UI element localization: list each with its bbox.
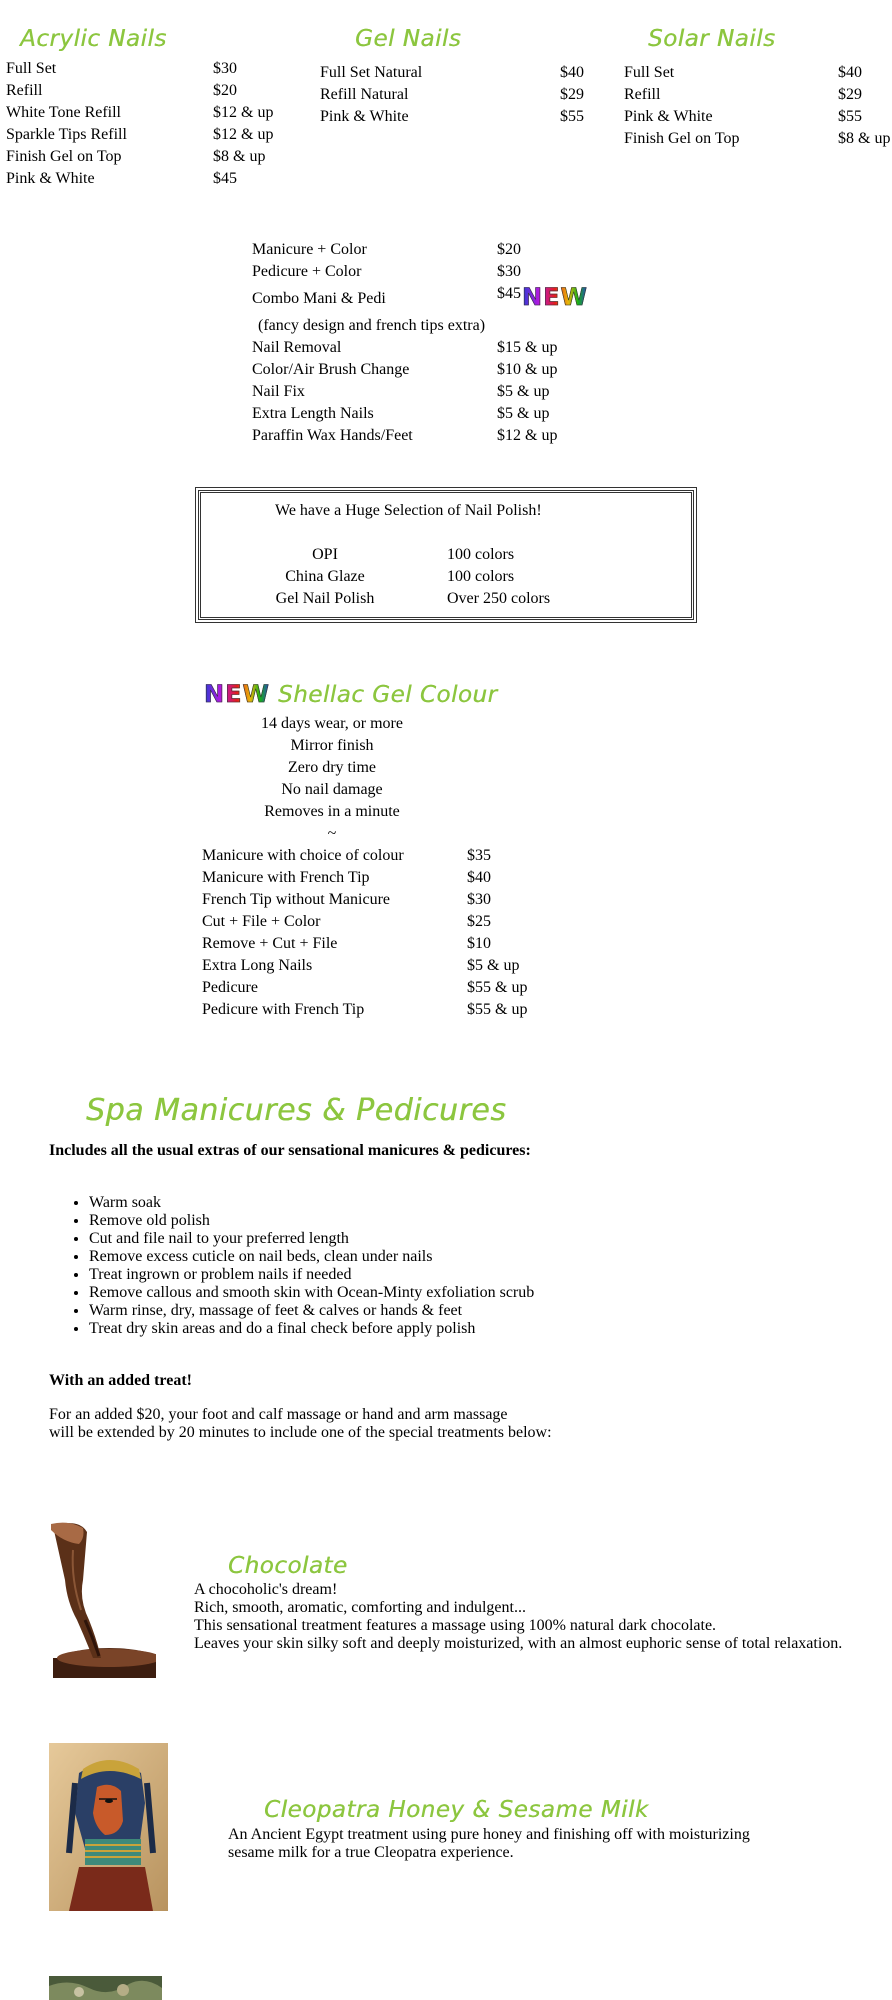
chocolate-line: Rich, smooth, aromatic, comforting and indulgent...: [194, 1599, 526, 1616]
chocolate-title: Chocolate: [228, 1553, 348, 1579]
acrylic-item-price: $12 & up: [213, 126, 274, 143]
treat-heading: With an added treat!: [49, 1372, 192, 1389]
acrylic-item-name: Refill: [6, 82, 43, 99]
polish-brand: China Glaze: [285, 568, 365, 585]
service-name: Nail Removal: [252, 339, 342, 356]
chocolate-line: A chocoholic's dream!: [194, 1581, 338, 1598]
new-badge: NEW: [204, 680, 270, 708]
acrylic-item-name: Finish Gel on Top: [6, 148, 122, 165]
service-name: Paraffin Wax Hands/Feet: [252, 427, 413, 444]
shellac-feature: Removes in a minute: [264, 803, 400, 820]
solar-item-name: Pink & White: [624, 108, 713, 125]
shellac-feature: No nail damage: [281, 781, 383, 798]
service-name: Manicure + Color: [252, 241, 367, 258]
polish-box: [198, 490, 694, 620]
shellac-item-price: $55 & up: [467, 979, 528, 996]
solar-item-price: $29: [838, 86, 862, 103]
shellac-feature: ~: [327, 825, 337, 842]
shellac-item-price: $30: [467, 891, 491, 908]
solar-item-price: $40: [838, 64, 862, 81]
chocolate-line: This sensational treatment features a massage using 100% natural dark chocolate.: [194, 1617, 717, 1634]
cleopatra-line: sesame milk for a true Cleopatra experience.: [228, 1844, 514, 1861]
spa-intro: Includes all the usual extras of our sensational manicures & pedicures:: [49, 1142, 531, 1159]
shellac-feature: Zero dry time: [288, 759, 376, 776]
shellac-item-price: $55 & up: [467, 1001, 528, 1018]
list-item: • Remove old polish: [89, 1212, 849, 1230]
shellac-item-name: Pedicure with French Tip: [202, 1001, 365, 1018]
acrylic-item-price: $8 & up: [213, 148, 266, 165]
shellac-feature: Mirror finish: [290, 737, 374, 754]
shellac-item-name: Manicure with French Tip: [202, 869, 370, 886]
acrylic-title: Acrylic Nails: [20, 26, 167, 52]
shellac-item-price: $25: [467, 913, 491, 930]
service-price: $5 & up: [497, 383, 550, 400]
treat-line: For an added $20, your foot and calf massage or hand and arm massage: [49, 1406, 508, 1423]
new-badge: NEW: [522, 283, 588, 311]
shellac-item-name: Cut + File + Color: [202, 913, 321, 930]
gel-item-price: $40: [560, 64, 584, 81]
chocolate-spoon-image: [49, 1520, 156, 1678]
service-price: $45: [497, 285, 521, 302]
service-price: $10 & up: [497, 361, 558, 378]
service-name: Nail Fix: [252, 383, 305, 400]
acrylic-item-name: Sparkle Tips Refill: [6, 126, 127, 143]
combo-note: (fancy design and french tips extra): [258, 317, 486, 334]
acrylic-item-price: $30: [213, 60, 237, 77]
chocolate-line: Leaves your skin silky soft and deeply moisturized, with an almost euphoric sense of total relaxation.: [194, 1635, 843, 1652]
solar-title: Solar Nails: [648, 26, 776, 52]
service-name: Combo Mani & Pedi: [252, 290, 386, 307]
list-item: • Warm soak: [89, 1194, 849, 1212]
gel-item-name: Full Set Natural: [320, 64, 423, 81]
polish-count: 100 colors: [447, 546, 515, 563]
polish-heading: We have a Huge Selection of Nail Polish!: [275, 502, 542, 519]
solar-item-name: Finish Gel on Top: [624, 130, 740, 147]
list-item: • Remove callous and smooth skin with Ocean-Minty exfoliation scrub: [89, 1284, 849, 1302]
shellac-item-price: $40: [467, 869, 491, 886]
treatment-image: [49, 1976, 162, 2000]
cleopatra-line: An Ancient Egypt treatment using pure honey and finishing off with moisturizing: [228, 1826, 750, 1843]
service-price: $12 & up: [497, 427, 558, 444]
treat-line: will be extended by 20 minutes to include one of the special treatments below:: [49, 1424, 552, 1441]
spa-title: Spa Manicures & Pedicures: [86, 1093, 507, 1128]
shellac-item-name: Pedicure: [202, 979, 258, 996]
shellac-item-price: $10: [467, 935, 491, 952]
solar-item-price: $8 & up: [838, 130, 891, 147]
shellac-item-name: Manicure with choice of colour: [202, 847, 404, 864]
shellac-item-name: Extra Long Nails: [202, 957, 313, 974]
polish-brand: OPI: [312, 546, 338, 563]
list-item: • Cut and file nail to your preferred length: [89, 1230, 849, 1248]
acrylic-item-price: $45: [213, 170, 237, 187]
list-item: • Treat dry skin areas and do a final check before apply polish: [89, 1320, 849, 1338]
gel-item-name: Refill Natural: [320, 86, 409, 103]
cleopatra-title: Cleopatra Honey & Sesame Milk: [264, 1797, 649, 1823]
polish-count: Over 250 colors: [447, 590, 551, 607]
service-name: Color/Air Brush Change: [252, 361, 410, 378]
cleopatra-portrait-image: [49, 1743, 168, 1911]
solar-item-price: $55: [838, 108, 862, 125]
service-price: $20: [497, 241, 521, 258]
acrylic-item-name: Pink & White: [6, 170, 95, 187]
shellac-feature: 14 days wear, or more: [261, 715, 403, 732]
shellac-item-price: $35: [467, 847, 491, 864]
acrylic-item-name: White Tone Refill: [6, 104, 121, 121]
service-name: Extra Length Nails: [252, 405, 374, 422]
acrylic-item-price: $20: [213, 82, 237, 99]
gel-item-name: Pink & White: [320, 108, 409, 125]
service-name: Pedicure + Color: [252, 263, 362, 280]
service-price: $30: [497, 263, 521, 280]
gel-title: Gel Nails: [355, 26, 462, 52]
spa-extras: [49, 1194, 849, 1338]
gel-item-price: $29: [560, 86, 584, 103]
shellac-item-price: $5 & up: [467, 957, 520, 974]
shellac-title: Shellac Gel Colour: [278, 682, 498, 708]
solar-item-name: Refill: [624, 86, 661, 103]
list-item: • Remove excess cuticle on nail beds, clean under nails: [89, 1248, 849, 1266]
polish-brand: Gel Nail Polish: [275, 590, 375, 607]
list-item: • Treat ingrown or problem nails if needed: [89, 1266, 849, 1284]
polish-count: 100 colors: [447, 568, 515, 585]
shellac-item-name: French Tip without Manicure: [202, 891, 390, 908]
service-price: $5 & up: [497, 405, 550, 422]
gel-item-price: $55: [560, 108, 584, 125]
service-price: $15 & up: [497, 339, 558, 356]
list-item: • Warm rinse, dry, massage of feet & calves or hands & feet: [89, 1302, 849, 1320]
solar-item-name: Full Set: [624, 64, 675, 81]
acrylic-item-name: Full Set: [6, 60, 57, 77]
shellac-item-name: Remove + Cut + File: [202, 935, 338, 952]
acrylic-item-price: $12 & up: [213, 104, 274, 121]
